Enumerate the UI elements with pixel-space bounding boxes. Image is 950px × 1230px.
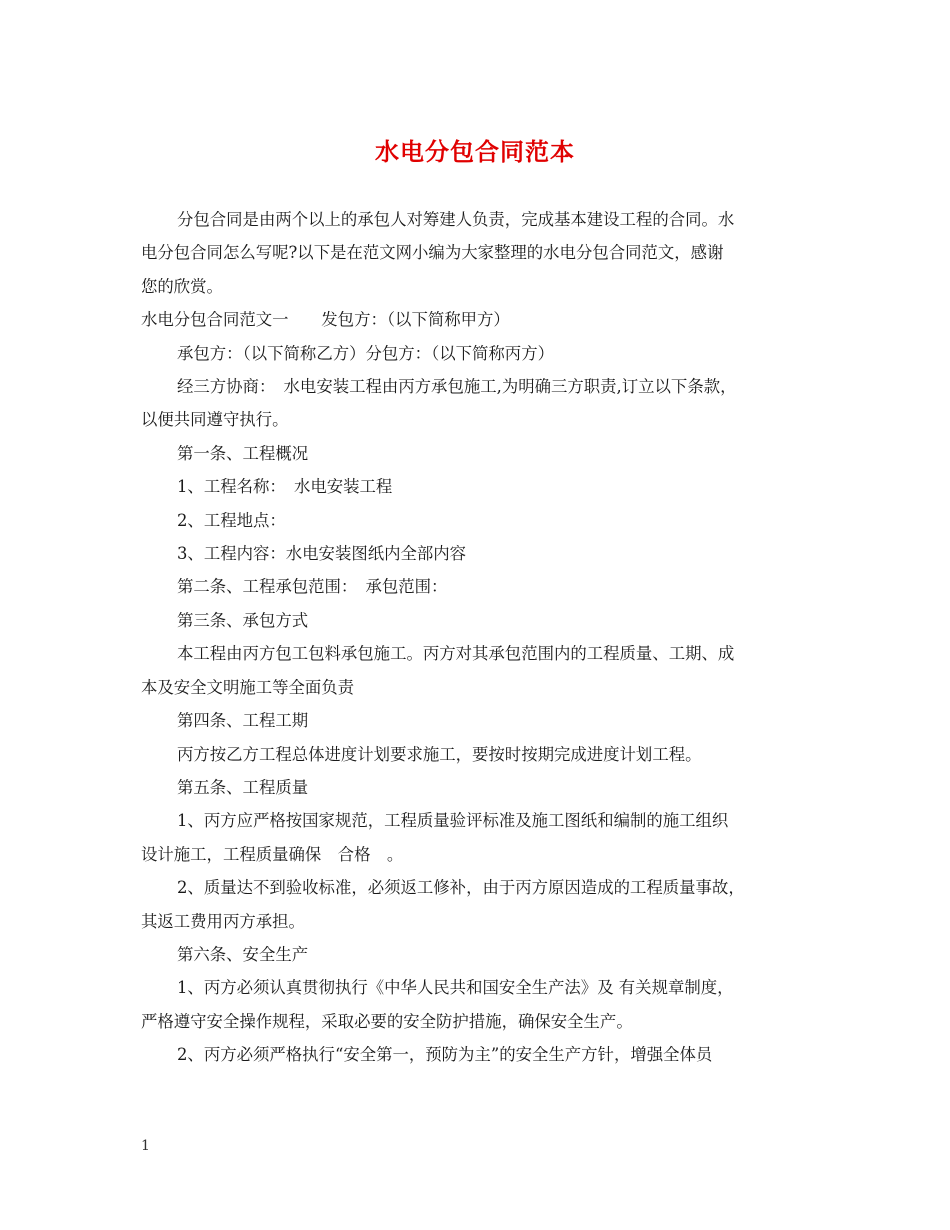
contract-line: 其返工费用丙方承担。 [141,911,305,931]
contract-line: 经三方协商： 水电安装工程由丙方承包施工,为明确三方职责,订立以下条款， [177,377,737,397]
contract-line: 本工程由丙方包工包料承包施工。丙方对其承包范围内的工程质量、工期、成 [177,644,735,664]
contract-line: 1、丙方应严格按国家规范，工程质量验评标准及施工图纸和编制的施工组织 [177,811,729,831]
intro-line: 电分包合同怎么写呢?以下是在范文网小编为大家整理的水电分包合同范文，感谢 [141,243,724,263]
intro-line: 您的欣赏。 [141,276,223,296]
contract-line: 2、质量达不到验收标准，必须返工修补，由于丙方原因造成的工程质量事故， [177,878,745,898]
contract-line: 第三条、承包方式 [177,610,309,630]
document-body [141,203,813,1072]
contract-line: 丙方按乙方工程总体进度计划要求施工，要按时按期完成进度计划工程。 [177,744,702,764]
contract-line: 严格遵守安全操作规程，采取必要的安全防护措施，确保安全生产。 [141,1011,633,1031]
contract-line: 第五条、工程质量 [177,777,309,797]
intro-line: 分包合同是由两个以上的承包人对筹建人负责，完成基本建设工程的合同。水 [177,210,735,229]
contract-line: 1、工程名称： 水电安装工程 [177,477,393,497]
page-number: 1 [141,1138,150,1154]
contract-line: 承包方：（以下简称乙方）分包方：（以下简称丙方） [177,343,554,363]
contract-line: 2、丙方必须严格执行“安全第一，预防为主”的安全生产方针，增强全体员 [177,1045,713,1065]
contract-line: 水电分包合同范文一 发包方：（以下简称甲方） [141,310,510,330]
contract-line: 1、丙方必须认真贯彻执行《中华人民共和国安全生产法》及 有关规章制度， [177,978,734,998]
contract-lines [141,303,813,1071]
contract-line: 本及安全文明施工等全面负责 [141,677,355,697]
contract-line: 3、工程内容：水电安装图纸内全部内容 [177,544,467,564]
contract-line: 以便共同遵守执行。 [141,410,289,430]
contract-line: 设计施工，工程质量确保 合格 。 [141,844,404,864]
contract-line: 第一条、工程概况 [177,443,309,463]
document-title: 水电分包合同范本 [375,138,575,166]
contract-line: 2、工程地点： [177,510,286,530]
contract-line: 第六条、安全生产 [177,944,309,964]
contract-line: 第二条、工程承包范围： 承包范围： [177,577,448,597]
contract-line: 第四条、工程工期 [177,711,309,731]
